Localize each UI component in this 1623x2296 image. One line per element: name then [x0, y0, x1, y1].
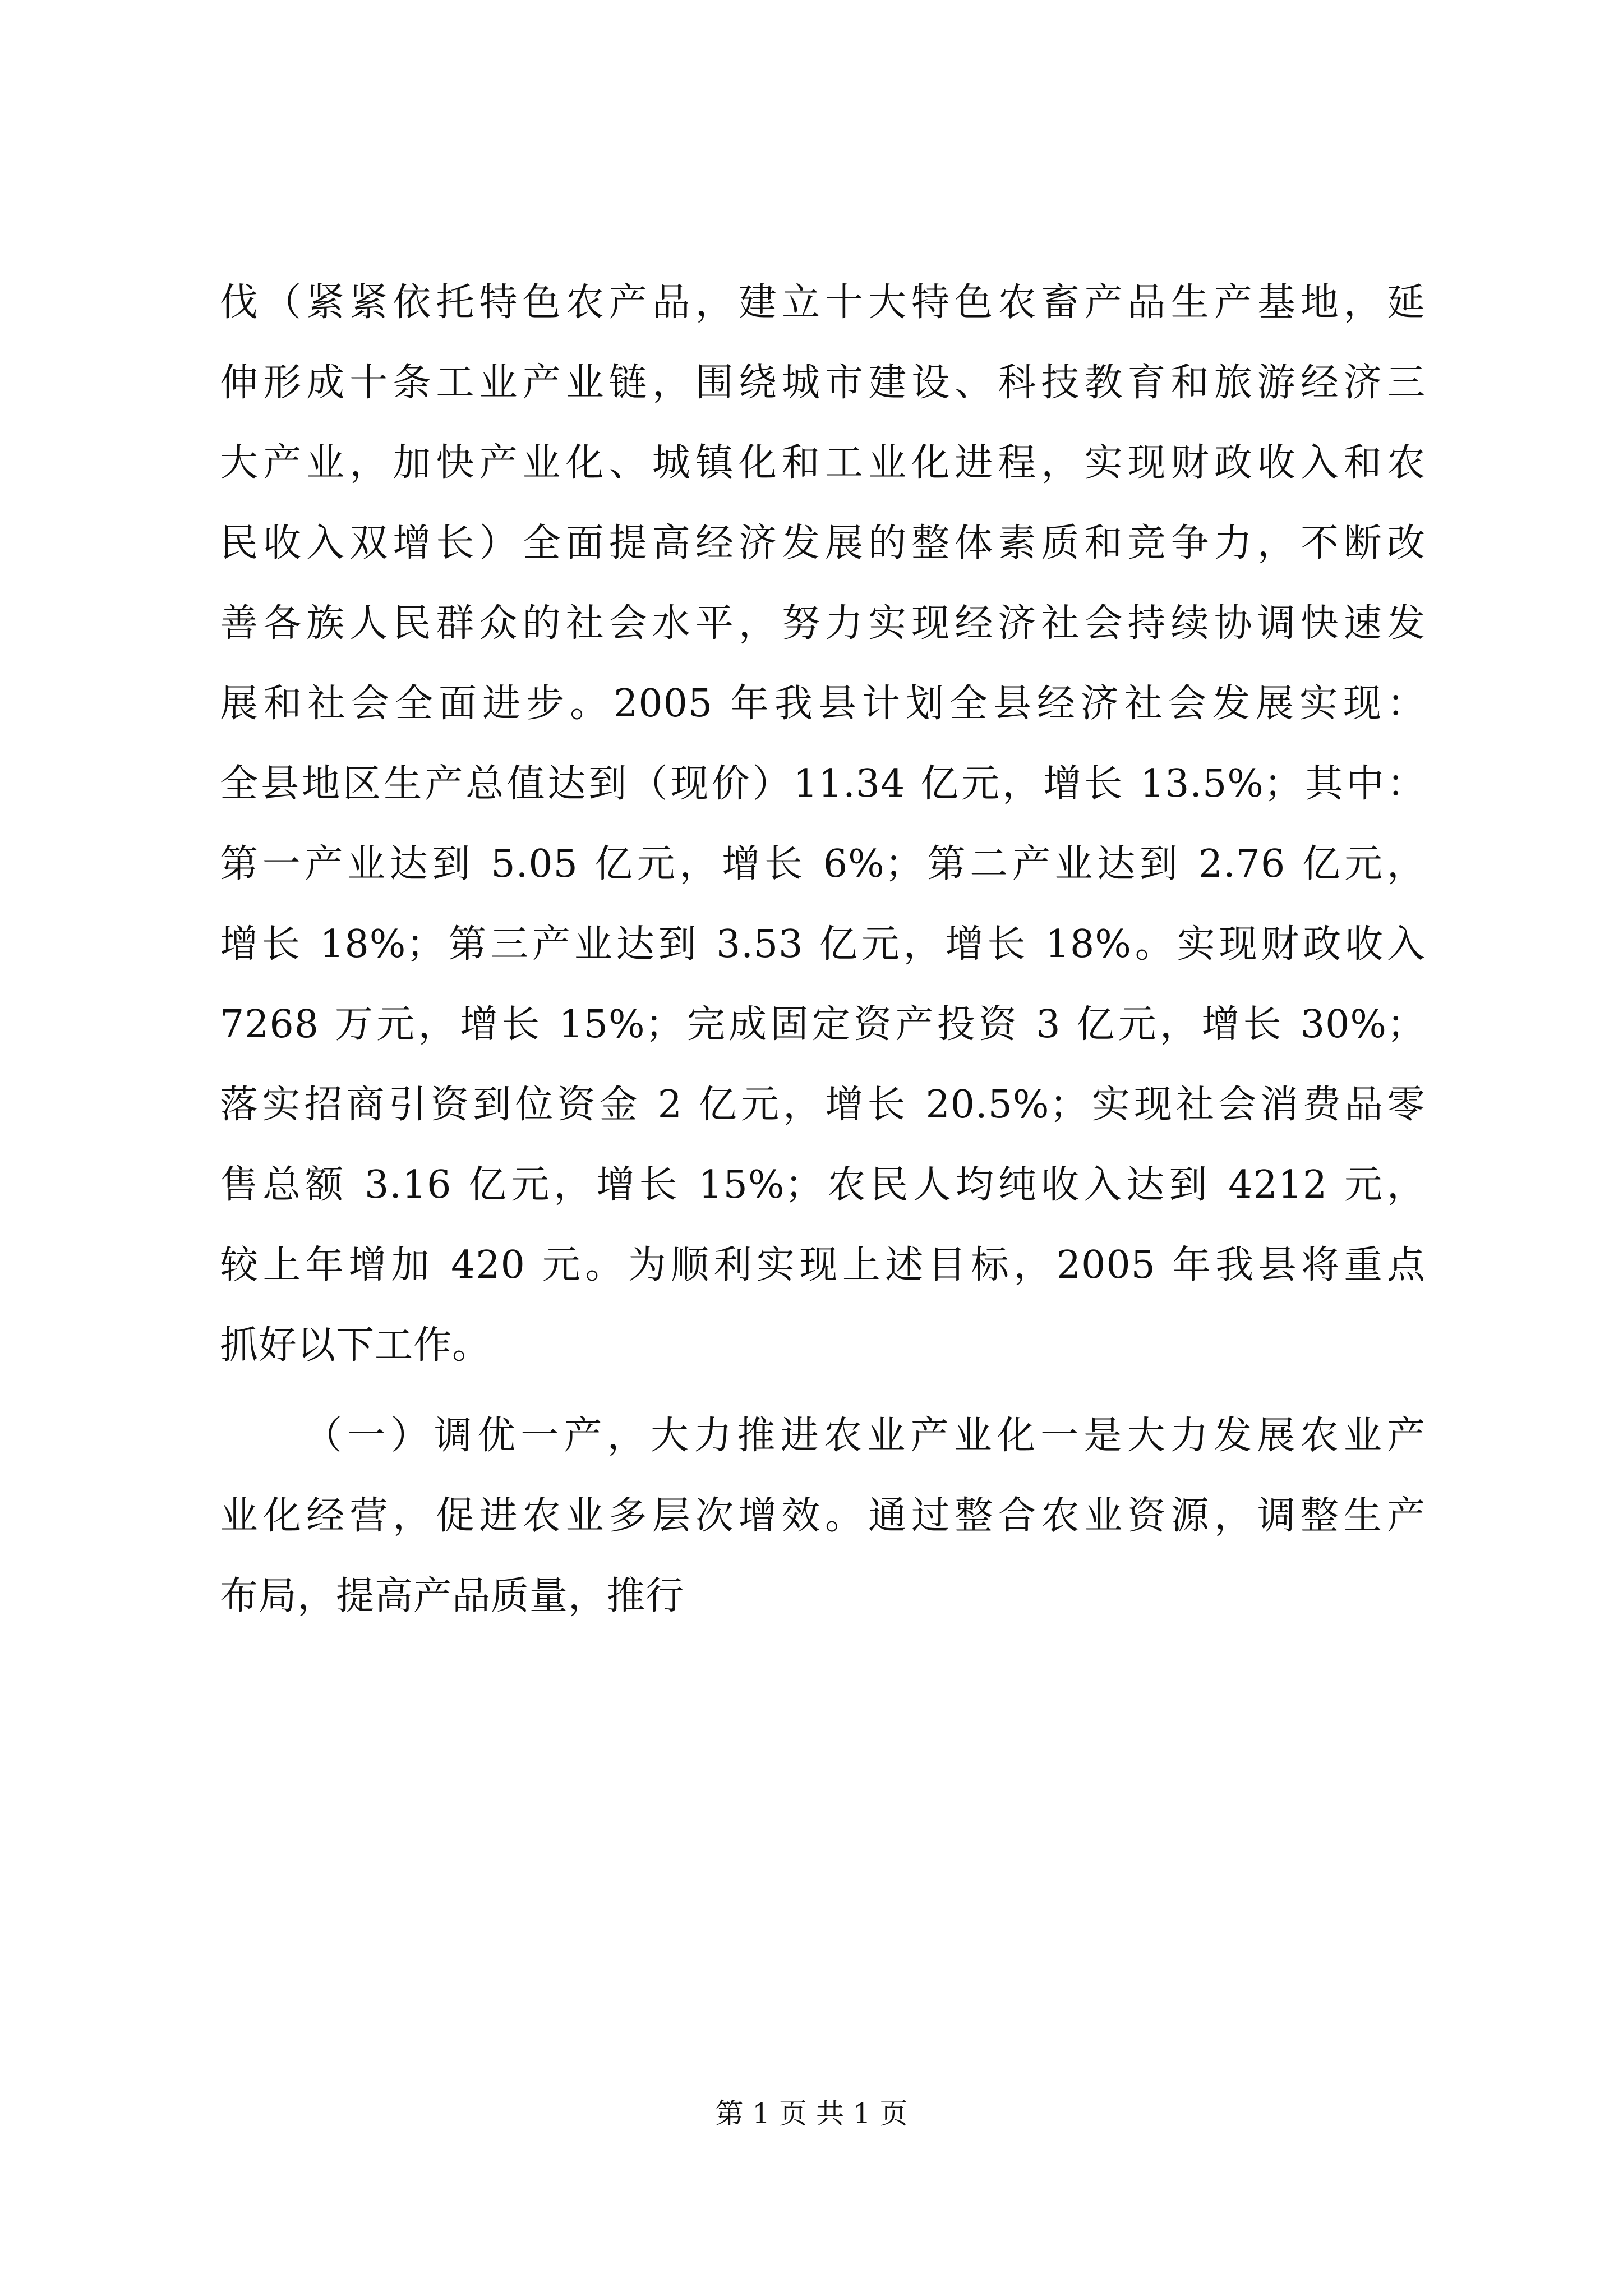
text-line: 伐（紧紧依托特色农产品，建立十大特色农畜产品生产基地，延	[220, 280, 1426, 325]
text-line: 较上年增加 420 元。为顺利实现上述目标，2005 年我县将重点	[220, 1243, 1426, 1287]
page-number-label: 第 1 页 共 1 页	[715, 2097, 908, 2130]
page-footer	[0, 2097, 1623, 2131]
paragraph-1	[220, 263, 1426, 1386]
text-line: 伸形成十条工业产业链，围绕城市建设、科技教育和旅游经济三	[220, 361, 1426, 405]
document-body	[220, 263, 1426, 1636]
text-line: 展和社会全面进步。2005 年我县计划全县经济社会发展实现：	[220, 682, 1426, 726]
text-line: 增长 18%；第三产业达到 3.53 亿元，增长 18%。实现财政收入	[220, 922, 1426, 967]
text-line: 民收入双增长）全面提高经济发展的整体素质和竞争力，不断改	[220, 521, 1426, 565]
text-line: 第一产业达到 5.05 亿元，增长 6%；第二产业达到 2.76 亿元，	[220, 842, 1426, 886]
text-line: 售总额 3.16 亿元，增长 15%；农民人均纯收入达到 4212 元，	[220, 1163, 1426, 1207]
paragraph-2	[220, 1396, 1426, 1636]
text-line: 落实招商引资到位资金 2 亿元，增长 20.5%；实现社会消费品零	[220, 1083, 1426, 1127]
text-line: 全县地区生产总值达到（现价）11.34 亿元，增长 13.5%；其中：	[220, 762, 1426, 806]
text-line: 善各族人民群众的社会水平，努力实现经济社会持续协调快速发	[220, 601, 1426, 646]
paragraph-spacer	[220, 1386, 1426, 1396]
text-line: 业化经营，促进农业多层次增效。通过整合农业资源，调整生产	[220, 1494, 1426, 1538]
text-line: 大产业，加快产业化、城镇化和工业化进程，实现财政收入和农	[220, 441, 1426, 485]
text-line: 7268 万元，增长 15%；完成固定资产投资 3 亿元，增长 30%；	[220, 1002, 1426, 1047]
text-line: （一）调优一产，大力推进农业产业化一是大力发展农业产	[304, 1414, 1426, 1458]
text-line: 布局，提高产品质量，推行	[220, 1574, 685, 1618]
text-line: 抓好以下工作。	[220, 1323, 491, 1368]
